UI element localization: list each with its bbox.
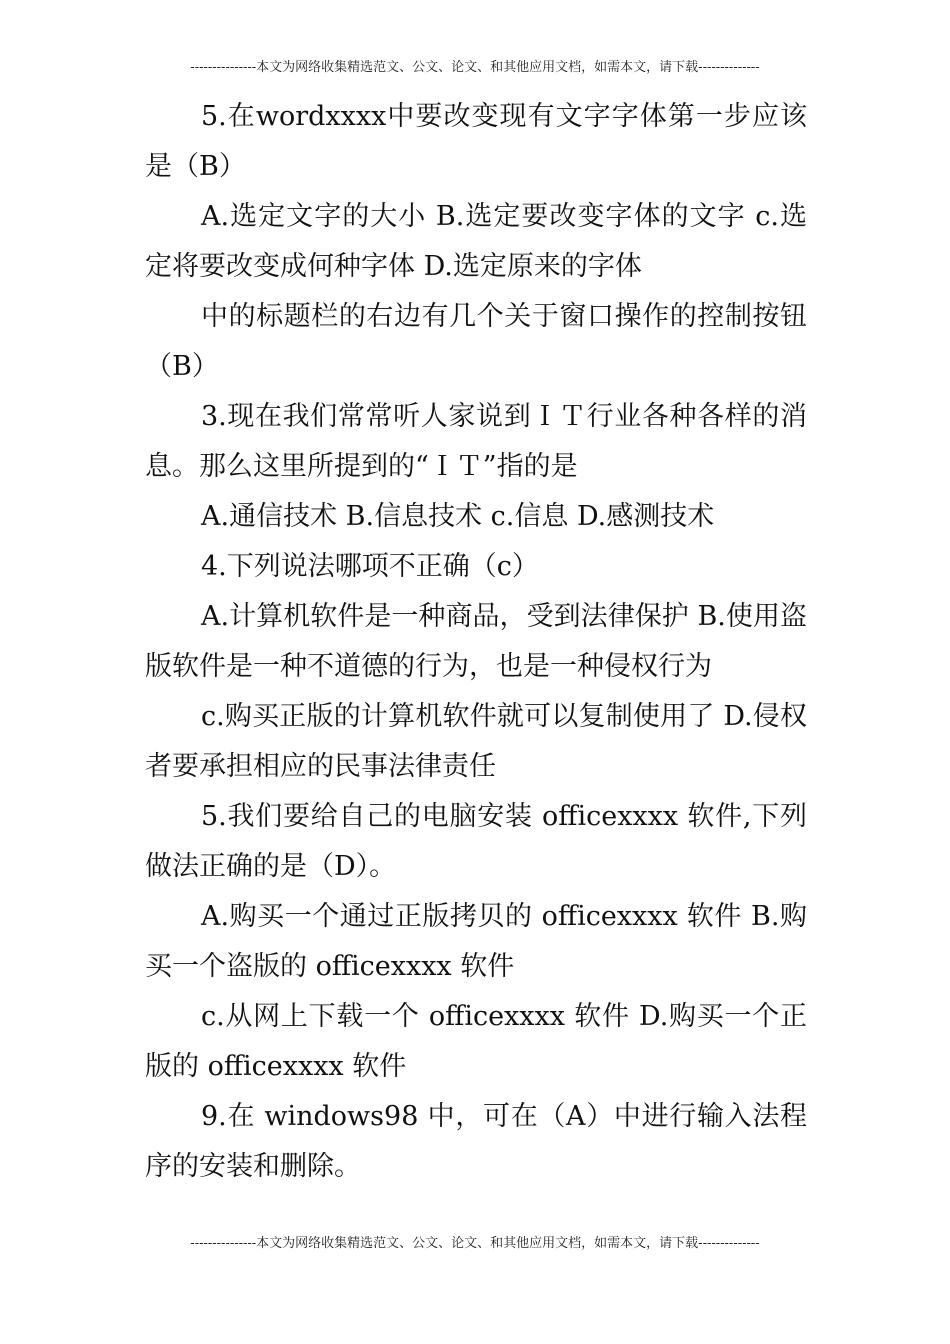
question-paragraph: 4.下列说法哪项不正确（c） (201, 551, 539, 582)
question-paragraph: 5.在wordxxxx中要改变现有文字字体第一步应该是（B） (145, 101, 807, 182)
options-paragraph: A.计算机软件是一种商品，受到法律保护 B.使用盗版软件是一种不道德的行为，也是一种侵权行为 (145, 601, 807, 682)
question-paragraph: 5.我们要给自己的电脑安装 officexxxx 软件,下列做法正确的是（D）。 (145, 801, 807, 882)
options-paragraph: A.选定文字的大小 B.选定要改变字体的文字 c.选定将要改变成何种字体 D.选定原来的字体 (145, 201, 807, 282)
options-paragraph: c.购买正版的计算机软件就可以复制使用了 D.侵权者要承担相应的民事法律责任 (145, 701, 807, 782)
options-paragraph: c.从网上下载一个 officexxxx 软件 D.购买一个正版的 officexxxx 软件 (145, 1001, 807, 1082)
document-body (145, 92, 807, 1192)
options-paragraph: A.购买一个通过正版拷贝的 officexxxx 软件 B.购买一个盗版的 officexxxx 软件 (145, 901, 807, 982)
question-paragraph: 中的标题栏的右边有几个关于窗口操作的控制按钮（B） (145, 301, 807, 382)
page-header: ---------------本文为网络收集精选范文、公文、论文、和其他应用文档，如需本文，请下载-------------- (190, 60, 760, 75)
question-paragraph: 3.现在我们常常听人家说到ＩＴ行业各种各样的消息。那么这里所提到的“ＩＴ”指的是 (145, 401, 807, 482)
options-paragraph: A.通信技术 B.信息技术 c.信息 D.感测技术 (201, 501, 715, 532)
question-paragraph: 9.在 windows98 中，可在（A）中进行输入法程序的安装和删除。 (145, 1101, 807, 1182)
page-footer: ---------------本文为网络收集精选范文、公文、论文、和其他应用文档，如需本文，请下载-------------- (190, 1236, 760, 1251)
